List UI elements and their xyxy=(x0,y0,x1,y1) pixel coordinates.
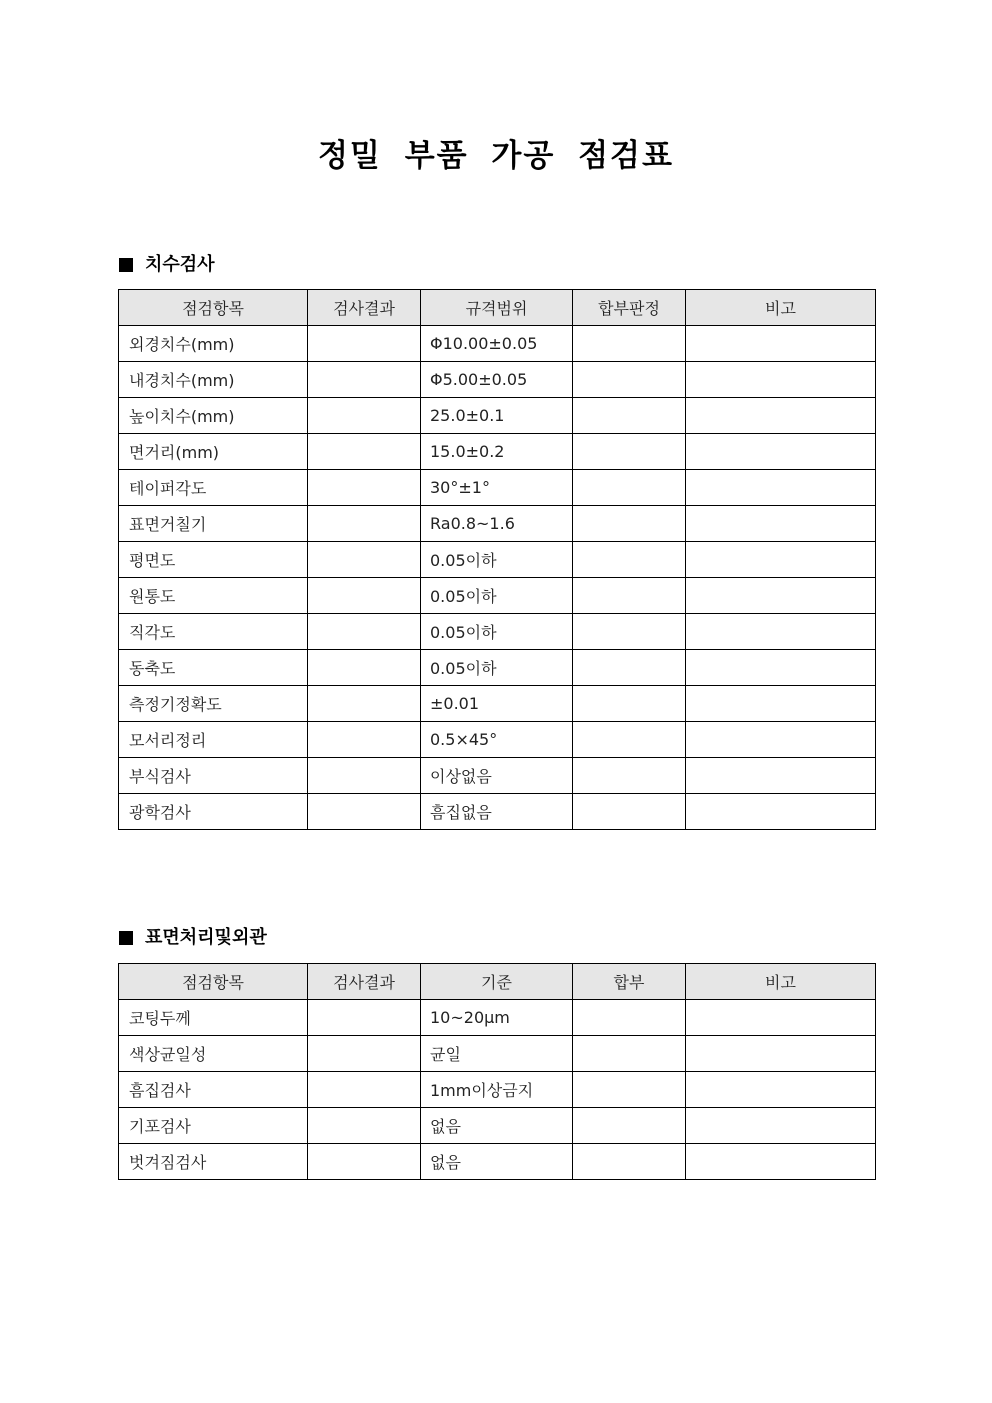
remark-cell[interactable] xyxy=(686,398,876,434)
result-cell[interactable] xyxy=(308,542,421,578)
result-cell[interactable] xyxy=(308,1108,421,1144)
spec-cell: Ra0.8~1.6 xyxy=(421,506,573,542)
section-heading-surface xyxy=(119,926,267,950)
judgment-cell[interactable] xyxy=(573,758,686,794)
remark-cell[interactable] xyxy=(686,686,876,722)
header-spec: 기준 xyxy=(421,964,573,1000)
item-cell: 부식검사 xyxy=(119,758,308,794)
item-cell: 원통도 xyxy=(119,578,308,614)
item-cell: 표면거칠기 xyxy=(119,506,308,542)
table-row xyxy=(119,650,876,686)
result-cell[interactable] xyxy=(308,362,421,398)
judgment-cell[interactable] xyxy=(573,434,686,470)
spec-cell: 10~20μm xyxy=(421,1000,573,1036)
table-row xyxy=(119,1144,876,1180)
square-bullet-icon xyxy=(119,258,133,272)
header-remark: 비고 xyxy=(686,290,876,326)
document-title: 정밀 부품 가공 점검표 xyxy=(318,138,674,174)
item-cell: 외경치수(mm) xyxy=(119,326,308,362)
header-item: 점검항목 xyxy=(119,964,308,1000)
spec-cell: 0.05이하 xyxy=(421,542,573,578)
surface-inspection-table xyxy=(118,963,876,1180)
table-row xyxy=(119,362,876,398)
item-cell: 면거리(mm) xyxy=(119,434,308,470)
spec-cell: 0.05이하 xyxy=(421,650,573,686)
spec-cell: Φ10.00±0.05 xyxy=(421,326,573,362)
judgment-cell[interactable] xyxy=(573,686,686,722)
spec-cell: 30°±1° xyxy=(421,470,573,506)
item-cell: 직각도 xyxy=(119,614,308,650)
remark-cell[interactable] xyxy=(686,434,876,470)
section-heading-label: 치수검사 xyxy=(145,254,215,275)
remark-cell[interactable] xyxy=(686,1108,876,1144)
remark-cell[interactable] xyxy=(686,794,876,830)
item-cell: 코팅두께 xyxy=(119,1000,308,1036)
item-cell: 색상균일성 xyxy=(119,1036,308,1072)
spec-cell: 흠집없음 xyxy=(421,794,573,830)
spec-cell: 0.5×45° xyxy=(421,722,573,758)
judgment-cell[interactable] xyxy=(573,722,686,758)
item-cell: 모서리정리 xyxy=(119,722,308,758)
item-cell: 테이퍼각도 xyxy=(119,470,308,506)
table-row xyxy=(119,1108,876,1144)
table-header-row xyxy=(119,964,876,1000)
table-row xyxy=(119,578,876,614)
result-cell[interactable] xyxy=(308,470,421,506)
judgment-cell[interactable] xyxy=(573,542,686,578)
result-cell[interactable] xyxy=(308,794,421,830)
dimension-inspection-table xyxy=(118,289,876,830)
header-remark: 비고 xyxy=(686,964,876,1000)
spec-cell: Φ5.00±0.05 xyxy=(421,362,573,398)
table-row xyxy=(119,1036,876,1072)
spec-cell: 0.05이하 xyxy=(421,578,573,614)
judgment-cell[interactable] xyxy=(573,398,686,434)
item-cell: 광학검사 xyxy=(119,794,308,830)
remark-cell[interactable] xyxy=(686,542,876,578)
item-cell: 평면도 xyxy=(119,542,308,578)
result-cell[interactable] xyxy=(308,326,421,362)
result-cell[interactable] xyxy=(308,614,421,650)
header-result: 검사결과 xyxy=(308,964,421,1000)
section-heading-dimension xyxy=(119,253,215,277)
result-cell[interactable] xyxy=(308,1072,421,1108)
header-judgment: 합부 xyxy=(573,964,686,1000)
table-row xyxy=(119,542,876,578)
result-cell[interactable] xyxy=(308,1000,421,1036)
result-cell[interactable] xyxy=(308,1036,421,1072)
judgment-cell[interactable] xyxy=(573,506,686,542)
result-cell[interactable] xyxy=(308,722,421,758)
remark-cell[interactable] xyxy=(686,1144,876,1180)
judgment-cell[interactable] xyxy=(573,1000,686,1036)
spec-cell: 없음 xyxy=(421,1144,573,1180)
remark-cell[interactable] xyxy=(686,650,876,686)
table-row xyxy=(119,758,876,794)
judgment-cell[interactable] xyxy=(573,1072,686,1108)
header-item: 점검항목 xyxy=(119,290,308,326)
table-row xyxy=(119,434,876,470)
remark-cell[interactable] xyxy=(686,1000,876,1036)
remark-cell[interactable] xyxy=(686,578,876,614)
spec-cell: 25.0±0.1 xyxy=(421,398,573,434)
remark-cell[interactable] xyxy=(686,614,876,650)
table-row xyxy=(119,470,876,506)
table-row xyxy=(119,614,876,650)
judgment-cell[interactable] xyxy=(573,794,686,830)
spec-cell: 균일 xyxy=(421,1036,573,1072)
remark-cell[interactable] xyxy=(686,1072,876,1108)
header-judgment: 합부판정 xyxy=(573,290,686,326)
item-cell: 높이치수(mm) xyxy=(119,398,308,434)
spec-cell: 이상없음 xyxy=(421,758,573,794)
spec-cell: 1mm이상금지 xyxy=(421,1072,573,1108)
judgment-cell[interactable] xyxy=(573,1108,686,1144)
remark-cell[interactable] xyxy=(686,506,876,542)
result-cell[interactable] xyxy=(308,1144,421,1180)
table-row xyxy=(119,326,876,362)
remark-cell[interactable] xyxy=(686,1036,876,1072)
result-cell[interactable] xyxy=(308,758,421,794)
table-header-row xyxy=(119,290,876,326)
section-heading-label: 표면처리및외관 xyxy=(145,927,267,948)
judgment-cell[interactable] xyxy=(573,578,686,614)
item-cell: 측정기정확도 xyxy=(119,686,308,722)
remark-cell[interactable] xyxy=(686,758,876,794)
table-row xyxy=(119,722,876,758)
table-row xyxy=(119,506,876,542)
judgment-cell[interactable] xyxy=(573,1144,686,1180)
judgment-cell[interactable] xyxy=(573,362,686,398)
item-cell: 흠집검사 xyxy=(119,1072,308,1108)
table-row xyxy=(119,686,876,722)
spec-cell: 0.05이하 xyxy=(421,614,573,650)
item-cell: 내경치수(mm) xyxy=(119,362,308,398)
item-cell: 기포검사 xyxy=(119,1108,308,1144)
table-row xyxy=(119,1000,876,1036)
judgment-cell[interactable] xyxy=(573,650,686,686)
header-result: 검사결과 xyxy=(308,290,421,326)
judgment-cell[interactable] xyxy=(573,470,686,506)
spec-cell: ±0.01 xyxy=(421,686,573,722)
judgment-cell[interactable] xyxy=(573,1036,686,1072)
remark-cell[interactable] xyxy=(686,326,876,362)
result-cell[interactable] xyxy=(308,650,421,686)
table-row xyxy=(119,794,876,830)
remark-cell[interactable] xyxy=(686,722,876,758)
remark-cell[interactable] xyxy=(686,470,876,506)
header-spec: 규격범위 xyxy=(421,290,573,326)
spec-cell: 15.0±0.2 xyxy=(421,434,573,470)
item-cell: 벗겨짐검사 xyxy=(119,1144,308,1180)
table-row xyxy=(119,1072,876,1108)
result-cell[interactable] xyxy=(308,578,421,614)
item-cell: 동축도 xyxy=(119,650,308,686)
result-cell[interactable] xyxy=(308,686,421,722)
table-row xyxy=(119,398,876,434)
result-cell[interactable] xyxy=(308,506,421,542)
square-bullet-icon xyxy=(119,931,133,945)
spec-cell: 없음 xyxy=(421,1108,573,1144)
judgment-cell[interactable] xyxy=(573,326,686,362)
result-cell[interactable] xyxy=(308,434,421,470)
result-cell[interactable] xyxy=(308,398,421,434)
remark-cell[interactable] xyxy=(686,362,876,398)
judgment-cell[interactable] xyxy=(573,614,686,650)
